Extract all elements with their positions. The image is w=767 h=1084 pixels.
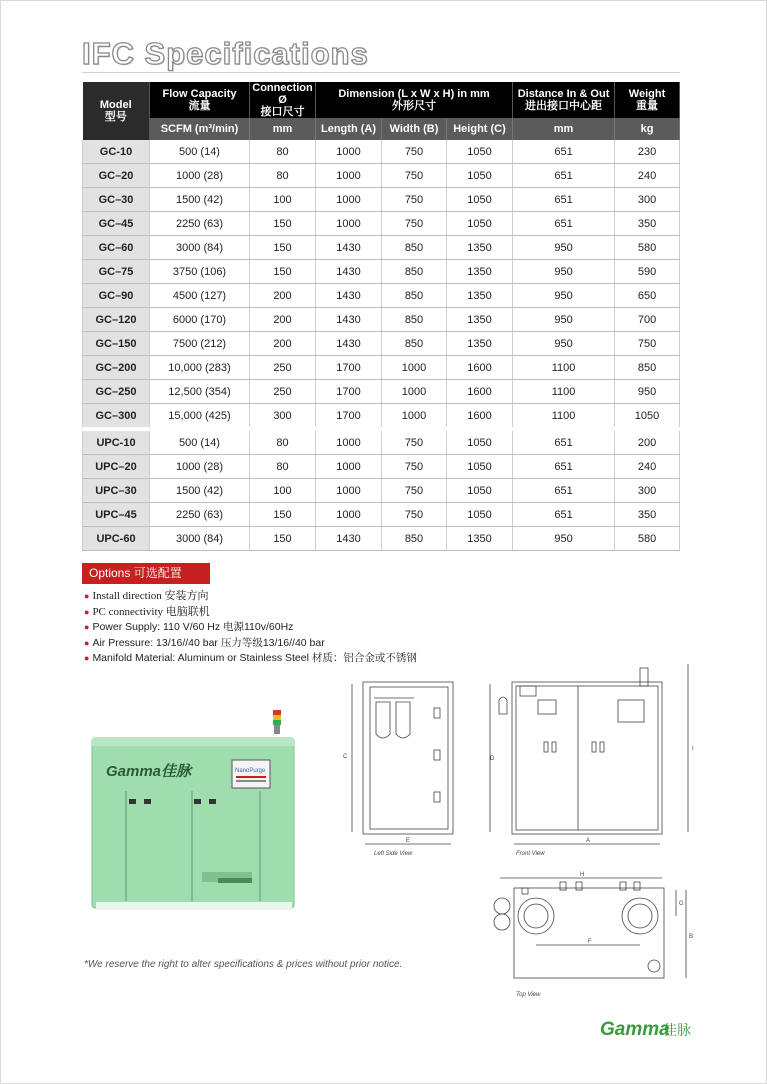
table-cell: 1050 — [447, 455, 513, 479]
table-row — [83, 140, 680, 164]
table-cell: 1700 — [316, 380, 382, 404]
table-cell: 1050 — [615, 404, 680, 430]
distance-header: Distance In & Out 进出接口中心距 — [513, 82, 615, 118]
table-cell: 240 — [615, 164, 680, 188]
table-cell: 850 — [382, 308, 447, 332]
signal-light-red — [273, 710, 281, 715]
table-cell: 1600 — [447, 380, 513, 404]
table-cell: 350 — [615, 503, 680, 527]
table-cell: 150 — [250, 236, 316, 260]
table-cell: 1350 — [447, 236, 513, 260]
unit-header-cell: mm — [513, 118, 615, 140]
front-view — [490, 664, 694, 857]
logo-latin-text: Gamma — [600, 1019, 670, 1040]
table-cell: 1430 — [316, 527, 382, 551]
door-latch — [194, 799, 201, 804]
left-side-view — [343, 682, 453, 857]
bullet-icon: ● — [84, 653, 90, 664]
table-cell: 1000 — [382, 380, 447, 404]
table-row — [83, 479, 680, 503]
dim-c-label: C — [343, 754, 348, 760]
unit-header-cell: Width (B) — [382, 118, 447, 140]
table-cell: 950 — [513, 332, 615, 356]
table-cell: 950 — [513, 236, 615, 260]
table-cell: 1350 — [447, 260, 513, 284]
table-cell: 750 — [382, 429, 447, 455]
machine-top-edge — [92, 738, 294, 746]
table-cell: 4500 (127) — [150, 284, 250, 308]
table-cell: 850 — [382, 284, 447, 308]
bullet-icon: ● — [84, 622, 90, 633]
table-cell: 150 — [250, 212, 316, 236]
bullet-icon: ● — [84, 637, 90, 648]
model-cell: UPC-60 — [83, 527, 150, 551]
unit-header-cell: Height (C) — [447, 118, 513, 140]
table-cell: 950 — [513, 260, 615, 284]
table-cell: 700 — [615, 308, 680, 332]
model-cell: GC–75 — [83, 260, 150, 284]
table-cell: 750 — [382, 140, 447, 164]
logo-cn-text: 佳脉 — [663, 1023, 691, 1039]
table-row — [83, 332, 680, 356]
page-title: IFC Specifications — [82, 36, 369, 71]
specifications-table — [82, 82, 680, 551]
table-cell: 1000 — [382, 404, 447, 430]
bullet-icon: ● — [84, 591, 90, 601]
table-cell: 1000 (28) — [150, 164, 250, 188]
dryer-machine-image — [84, 706, 299, 916]
table-cell: 200 — [250, 284, 316, 308]
table-row — [83, 429, 680, 455]
model-cell: GC–45 — [83, 212, 150, 236]
connection-header: Connection Ø 接口尺寸 — [250, 82, 316, 118]
table-cell: 250 — [250, 380, 316, 404]
table-cell: 1500 (42) — [150, 188, 250, 212]
disclaimer-text: *We reserve the right to alter specifications & prices without prior notice. — [84, 959, 403, 970]
weight-header: Weight 重量 — [615, 82, 680, 118]
table-cell: 1430 — [316, 284, 382, 308]
table-row — [83, 356, 680, 380]
table-cell: 651 — [513, 503, 615, 527]
model-cell: GC-10 — [83, 140, 150, 164]
table-row — [83, 503, 680, 527]
technical-drawings — [330, 660, 700, 1005]
table-cell: 1050 — [447, 212, 513, 236]
table-cell: 250 — [250, 356, 316, 380]
machine-screen-text: NanoPurge — [235, 768, 266, 774]
table-cell: 1100 — [513, 356, 615, 380]
table-cell: 950 — [615, 380, 680, 404]
unit-header-cell: SCFM (m³/min) — [150, 118, 250, 140]
table-cell: 10,000 (283) — [150, 356, 250, 380]
table-cell: 650 — [615, 284, 680, 308]
table-row — [83, 236, 680, 260]
table-cell: 7500 (212) — [150, 332, 250, 356]
table-cell: 580 — [615, 527, 680, 551]
table-cell: 1000 (28) — [150, 455, 250, 479]
model-cell: GC–30 — [83, 188, 150, 212]
table-cell: 1350 — [447, 332, 513, 356]
table-cell: 1000 — [316, 140, 382, 164]
table-cell: 200 — [250, 308, 316, 332]
unit-header-cell: kg — [615, 118, 680, 140]
table-cell: 750 — [382, 164, 447, 188]
table-cell: 1430 — [316, 260, 382, 284]
top-view — [494, 872, 693, 998]
table-row — [83, 164, 680, 188]
dim-b-label: B — [689, 934, 694, 940]
model-cell: GC–250 — [83, 380, 150, 404]
table-cell: 651 — [513, 140, 615, 164]
table-cell: 1050 — [447, 188, 513, 212]
table-cell: 150 — [250, 503, 316, 527]
table-cell: 1350 — [447, 284, 513, 308]
door-latch — [129, 799, 136, 804]
title-rule — [82, 72, 680, 73]
table-cell: 350 — [615, 212, 680, 236]
table-cell: 3000 (84) — [150, 236, 250, 260]
table-cell: 150 — [250, 527, 316, 551]
bullet-icon: ● — [84, 606, 90, 617]
table-cell: 1430 — [316, 332, 382, 356]
table-cell: 651 — [513, 455, 615, 479]
table-body — [83, 140, 680, 551]
unit-header-cell: Length (A) — [316, 118, 382, 140]
table-cell: 3000 (84) — [150, 527, 250, 551]
table-cell: 950 — [513, 308, 615, 332]
model-cell: UPC–20 — [83, 455, 150, 479]
table-cell: 1100 — [513, 380, 615, 404]
table-cell: 2250 (63) — [150, 212, 250, 236]
table-row — [83, 308, 680, 332]
signal-light-yellow — [273, 715, 281, 720]
dim-a-label: A — [586, 838, 591, 844]
table-cell: 240 — [615, 455, 680, 479]
dim-i-label: I — [692, 746, 694, 752]
table-cell: 1100 — [513, 404, 615, 430]
table-cell: 1430 — [316, 308, 382, 332]
table-row — [83, 380, 680, 404]
table-cell: 1000 — [382, 356, 447, 380]
table-cell: 80 — [250, 429, 316, 455]
model-cell: GC–150 — [83, 332, 150, 356]
table-cell: 1000 — [316, 212, 382, 236]
table-cell: 1350 — [447, 308, 513, 332]
table-cell: 750 — [382, 503, 447, 527]
table-row — [83, 212, 680, 236]
table-row — [83, 260, 680, 284]
flow-header: Flow Capacity 流量 — [150, 82, 250, 118]
table-cell: 1700 — [316, 356, 382, 380]
table-cell: 1600 — [447, 404, 513, 430]
table-cell: 150 — [250, 260, 316, 284]
table-cell: 750 — [382, 188, 447, 212]
table-cell: 850 — [382, 332, 447, 356]
unit-header-cell: mm — [250, 118, 316, 140]
table-row — [83, 284, 680, 308]
table-cell: 651 — [513, 429, 615, 455]
table-cell: 500 (14) — [150, 429, 250, 455]
table-cell: 230 — [615, 140, 680, 164]
table-cell: 651 — [513, 479, 615, 503]
model-cell: GC–60 — [83, 236, 150, 260]
table-cell: 750 — [382, 212, 447, 236]
table-cell: 1050 — [447, 479, 513, 503]
signal-light-green — [273, 720, 281, 725]
table-cell: 80 — [250, 455, 316, 479]
gamma-logo — [600, 1013, 700, 1043]
table-cell: 3750 (106) — [150, 260, 250, 284]
option-item: ● Manifold Material: Aluminum or Stainless Steel 材质：铝合金或不锈钢 — [84, 652, 417, 665]
table-cell: 6000 (170) — [150, 308, 250, 332]
table-cell: 750 — [382, 455, 447, 479]
model-cell: UPC–30 — [83, 479, 150, 503]
table-cell: 850 — [382, 260, 447, 284]
table-header-row — [83, 82, 680, 118]
model-cell: GC–200 — [83, 356, 150, 380]
dim-f-label: F — [588, 939, 592, 945]
top-view-label: Top View — [516, 992, 541, 998]
table-cell: 651 — [513, 212, 615, 236]
door-latch — [209, 799, 216, 804]
table-cell: 1700 — [316, 404, 382, 430]
options-list — [84, 589, 417, 667]
table-cell: 1350 — [447, 527, 513, 551]
option-item: ● Install direction 安装方向 — [84, 590, 209, 602]
dim-g-label: G — [679, 901, 684, 907]
dim-h-label: H — [580, 872, 585, 878]
machine-base — [96, 902, 292, 910]
door-latch — [144, 799, 151, 804]
table-cell: 200 — [615, 429, 680, 455]
machine-brand-text: Gamma佳脉 — [106, 763, 192, 780]
table-cell: 651 — [513, 164, 615, 188]
table-cell: 750 — [382, 479, 447, 503]
table-cell: 1600 — [447, 356, 513, 380]
table-row — [83, 188, 680, 212]
model-header: Model 型号 — [83, 82, 150, 140]
model-cell: GC–300 — [83, 404, 150, 430]
model-cell: UPC–45 — [83, 503, 150, 527]
table-cell: 1050 — [447, 164, 513, 188]
option-item: ● Power Supply: 110 V/60 Hz 电源110v/60Hz — [84, 621, 294, 634]
table-cell: 1430 — [316, 236, 382, 260]
dim-d-label: D — [490, 756, 495, 762]
table-cell: 1050 — [447, 429, 513, 455]
options-heading: Options 可选配置 — [82, 563, 210, 584]
table-cell: 80 — [250, 140, 316, 164]
table-cell: 100 — [250, 479, 316, 503]
table-cell: 850 — [382, 527, 447, 551]
option-item: ● PC connectivity 电脑联机 — [84, 605, 210, 618]
table-cell: 1000 — [316, 188, 382, 212]
table-cell: 300 — [615, 479, 680, 503]
table-cell: 200 — [250, 332, 316, 356]
model-cell: GC–90 — [83, 284, 150, 308]
table-cell: 1000 — [316, 164, 382, 188]
table-row — [83, 527, 680, 551]
table-cell: 2250 (63) — [150, 503, 250, 527]
table-cell: 1050 — [447, 503, 513, 527]
table-cell: 300 — [615, 188, 680, 212]
table-cell: 850 — [382, 236, 447, 260]
table-cell: 15,000 (425) — [150, 404, 250, 430]
table-row — [83, 455, 680, 479]
table-cell: 80 — [250, 164, 316, 188]
dimension-header: Dimension (L x W x H) in mm 外形尺寸 — [316, 82, 513, 118]
machine-screen — [232, 760, 270, 788]
table-cell: 750 — [615, 332, 680, 356]
option-item: ● Air Pressure: 13/16//40 bar 压力等级13/16//40 bar — [84, 636, 325, 649]
model-cell: GC–120 — [83, 308, 150, 332]
table-cell: 1000 — [316, 455, 382, 479]
table-cell: 590 — [615, 260, 680, 284]
table-cell: 1000 — [316, 429, 382, 455]
table-cell: 651 — [513, 188, 615, 212]
table-row — [83, 404, 680, 430]
table-cell: 1000 — [316, 503, 382, 527]
table-cell: 100 — [250, 188, 316, 212]
table-cell: 500 (14) — [150, 140, 250, 164]
table-cell: 1050 — [447, 140, 513, 164]
table-cell: 950 — [513, 527, 615, 551]
table-cell: 950 — [513, 284, 615, 308]
left-side-view-label: Left Side View — [374, 851, 413, 857]
model-cell: UPC-10 — [83, 429, 150, 455]
table-cell: 1000 — [316, 479, 382, 503]
table-cell: 300 — [250, 404, 316, 430]
model-cell: GC–20 — [83, 164, 150, 188]
table-unit-row — [83, 118, 680, 140]
table-cell: 12,500 (354) — [150, 380, 250, 404]
front-view-label: Front View — [516, 851, 545, 857]
table-cell: 580 — [615, 236, 680, 260]
table-cell: 1500 (42) — [150, 479, 250, 503]
table-cell: 850 — [615, 356, 680, 380]
dim-e-label: E — [406, 838, 411, 844]
